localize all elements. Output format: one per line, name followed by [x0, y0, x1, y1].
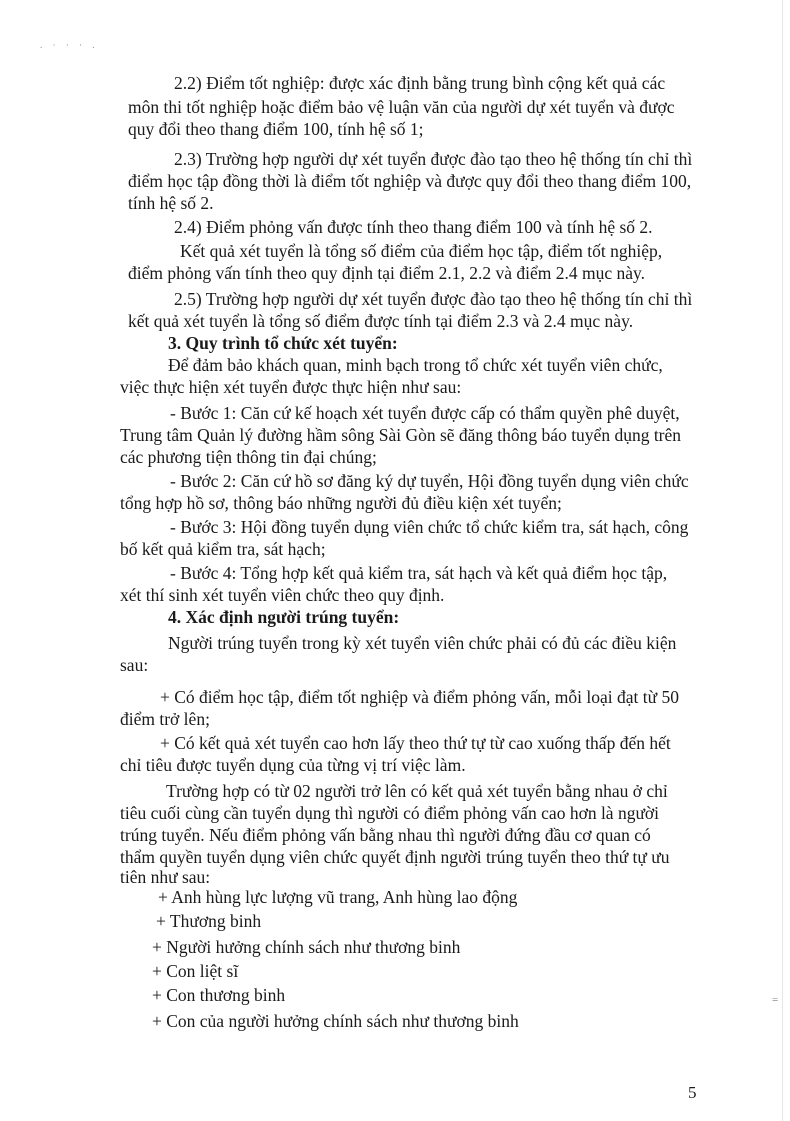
text-line: môn thi tốt nghiệp hoặc điểm bảo vệ luận văn của người dự xét tuyển và được	[128, 97, 675, 117]
text-line: + Có kết quả xét tuyển cao hơn lấy theo thứ tự từ cao xuống thấp đến hết	[160, 733, 671, 753]
text-line: việc thực hiện xét tuyển được thực hiện như sau:	[120, 377, 462, 397]
section-heading: 3. Quy trình tổ chức xét tuyển:	[168, 333, 398, 353]
text-line: bố kết quả kiểm tra, sát hạch;	[120, 539, 326, 559]
priority-item: + Người hưởng chính sách như thương binh	[152, 937, 461, 957]
text-line: + Có điểm học tập, điểm tốt nghiệp và điểm phỏng vấn, mỗi loại đạt từ 50	[160, 687, 679, 707]
text-line: Kết quả xét tuyển là tổng số điểm của điểm học tập, điểm tốt nghiệp,	[180, 241, 663, 261]
margin-mark: =	[772, 994, 779, 1006]
text-line: Trung tâm Quản lý đường hầm sông Sài Gòn sẽ đăng thông báo tuyển dụng trên	[120, 425, 682, 445]
text-line: - Bước 4: Tổng hợp kết quả kiểm tra, sát hạch và kết quả điểm học tập,	[170, 563, 668, 583]
text-line: tính hệ số 2.	[128, 193, 214, 213]
text-line: tiêu cuối cùng cần tuyển dụng thì người có điểm phỏng vấn cao hơn là người	[120, 803, 660, 823]
text-line: tổng hợp hồ sơ, thông báo những người đủ điều kiện xét tuyển;	[120, 493, 562, 513]
text-line: 2.2) Điểm tốt nghiệp: được xác định bằng trung bình cộng kết quả các	[174, 73, 666, 93]
page-number: 5	[688, 1083, 697, 1102]
section-heading: 4. Xác định người trúng tuyển:	[168, 607, 400, 627]
text-line: chỉ tiêu được tuyển dụng của từng vị trí việc làm.	[120, 755, 466, 775]
text-line: các phương tiện thông tin đại chúng;	[120, 447, 377, 467]
priority-item: + Con thương binh	[152, 985, 286, 1005]
text-line: 2.4) Điểm phỏng vấn được tính theo thang điểm 100 và tính hệ số 2.	[174, 217, 653, 237]
scan-specks: . · · · .	[40, 40, 99, 50]
text-line: - Bước 3: Hội đồng tuyển dụng viên chức tổ chức kiểm tra, sát hạch, công	[170, 517, 689, 537]
text-line: xét thí sinh xét tuyển viên chức theo quy định.	[120, 585, 445, 605]
text-line: 2.3) Trường hợp người dự xét tuyển được đào tạo theo hệ thống tín chỉ thì	[174, 149, 693, 169]
text-line: sau:	[120, 655, 149, 675]
text-line: quy đổi theo thang điểm 100, tính hệ số 1;	[128, 119, 424, 139]
priority-item: + Con của người hưởng chính sách như thương binh	[152, 1011, 519, 1031]
text-line: trúng tuyển. Nếu điểm phỏng vấn bằng nhau thì người đứng đầu cơ quan có	[120, 825, 651, 845]
text-line: tiên như sau:	[120, 867, 211, 887]
text-line: 2.5) Trường hợp người dự xét tuyển được đào tạo theo hệ thống tín chỉ thì	[174, 289, 693, 309]
priority-item: + Anh hùng lực lượng vũ trang, Anh hùng lao động	[158, 887, 518, 907]
text-line: - Bước 2: Căn cứ hồ sơ đăng ký dự tuyển, Hội đồng tuyển dụng viên chức	[170, 471, 689, 491]
scan-edge	[782, 0, 783, 1121]
text-line: điểm phỏng vấn tính theo quy định tại điểm 2.1, 2.2 và điểm 2.4 mục này.	[128, 263, 645, 283]
priority-item: + Con liệt sĩ	[152, 961, 239, 981]
text-line: - Bước 1: Căn cứ kế hoạch xét tuyển được cấp có thẩm quyền phê duyệt,	[170, 403, 680, 423]
priority-item: + Thương binh	[156, 911, 262, 931]
text-line: kết quả xét tuyển là tổng số điểm được tính tại điểm 2.3 và 2.4 mục này.	[128, 311, 634, 331]
text-line: Để đảm bảo khách quan, minh bạch trong tổ chức xét tuyển viên chức,	[168, 355, 663, 375]
text-line: điểm học tập đồng thời là điểm tốt nghiệp và được quy đổi theo thang điểm 100,	[128, 171, 692, 191]
text-line: thẩm quyền tuyển dụng viên chức quyết định người trúng tuyển theo thứ tự ưu	[120, 847, 670, 867]
text-line: điểm trở lên;	[120, 709, 210, 729]
text-line: Người trúng tuyển trong kỳ xét tuyển viên chức phải có đủ các điều kiện	[168, 633, 677, 653]
text-line: Trường hợp có từ 02 người trở lên có kết quả xét tuyển bằng nhau ở chỉ	[166, 781, 668, 801]
